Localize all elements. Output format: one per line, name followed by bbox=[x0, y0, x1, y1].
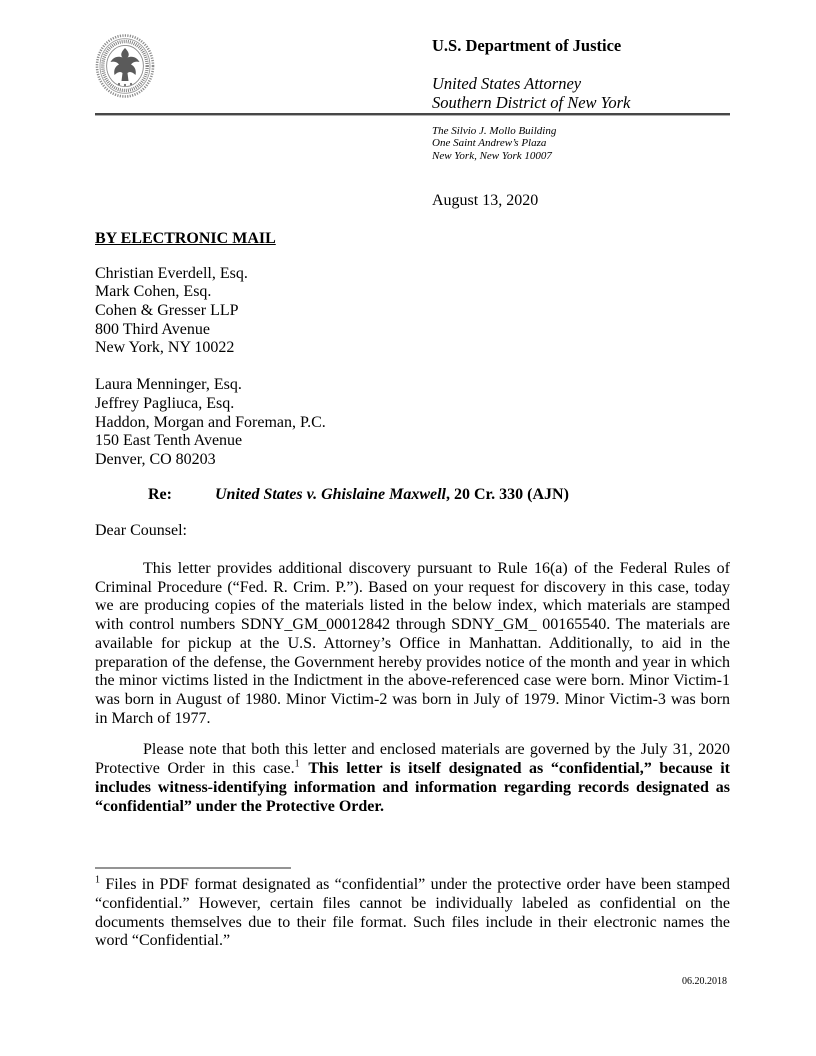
re-label: Re: bbox=[148, 485, 172, 503]
office-address bbox=[432, 125, 730, 162]
footnote-text bbox=[95, 876, 730, 951]
recipient-block-2 bbox=[95, 376, 730, 470]
office-address-line: One Saint Andrew’s Plaza bbox=[432, 137, 547, 150]
body-paragraph-1 bbox=[95, 560, 730, 728]
doj-seal-icon bbox=[95, 33, 155, 99]
recipient-block-1 bbox=[95, 265, 730, 359]
paragraph-2-text: Please note that both this letter and enclosed materials are governed by the July 31, 2020 Protective Order in this case. bbox=[95, 741, 730, 778]
office-address-line: The Silvio J. Mollo Building bbox=[432, 125, 557, 137]
footnote-reference: 1 bbox=[294, 758, 300, 770]
letter-date: August 13, 2020 bbox=[432, 192, 539, 210]
recipient-line: Cohen & Gresser LLP bbox=[95, 302, 239, 320]
case-caption bbox=[215, 486, 569, 505]
recipient-line: Mark Cohen, Esq. bbox=[95, 283, 212, 301]
footnote-divider bbox=[95, 867, 291, 869]
recipient-line: Laura Menninger, Esq. bbox=[95, 376, 242, 394]
recipient-line: New York, NY 10022 bbox=[95, 339, 235, 357]
re-line bbox=[95, 486, 730, 505]
letterhead bbox=[95, 33, 730, 112]
paragraph-1-text: This letter provides additional discovery pursuant to Rule 16(a) of the Federal Rules of Criminal Procedure (“Fed. R. Crim. P.”). Based on your request for discovery in this case, today we are producing copies of the materials listed in the below index, which materials are stamped with control numbers SDNY_GM_00012842 through SDNY_GM_ 00165540. The materials are available for pickup at the U.S. Attorney’s Office in Manhattan. Additionally, to aid in the preparation of the defense, the Government hereby provides notice of the month and year in which the minor victims listed in the Indictment in the above-referenced case were born. Minor Victim-1 was born in August of 1980. Minor Victim-2 was born in July of 1979. Minor Victim-3 was born in March of 1977. bbox=[95, 560, 730, 727]
case-number: , 20 Cr. 330 (AJN) bbox=[445, 485, 569, 503]
office-address-line: New York, New York 10007 bbox=[432, 149, 552, 162]
recipient-line: Christian Everdell, Esq. bbox=[95, 264, 248, 282]
delivery-method: BY ELECTRONIC MAIL bbox=[95, 229, 276, 247]
footnote-marker: 1 bbox=[95, 874, 100, 886]
recipient-line: Denver, CO 80203 bbox=[95, 450, 216, 468]
form-version-date: 06.20.2018 bbox=[682, 976, 727, 987]
letterhead-divider bbox=[95, 113, 730, 116]
case-name: United States v. Ghislaine Maxwell bbox=[215, 485, 446, 503]
recipient-line: 800 Third Avenue bbox=[95, 320, 210, 338]
letterhead-right bbox=[432, 33, 730, 112]
salutation: Dear Counsel: bbox=[95, 522, 187, 540]
paragraph-2-bold-text: This letter is itself designated as “confidential,” because it includes witness-identifying information and information regarding records designated as “confidential” under the Protective Order. bbox=[95, 760, 730, 815]
recipient-line: Haddon, Morgan and Foreman, P.C. bbox=[95, 413, 326, 431]
recipient-line: 150 East Tenth Avenue bbox=[95, 432, 243, 450]
recipient-line: Jeffrey Pagliuca, Esq. bbox=[95, 394, 235, 412]
office-title: United States Attorney bbox=[432, 74, 582, 93]
footnote-body: Files in PDF format designated as “confidential” under the protective order have been stamped “confidential.” However, certain files cannot be individually labeled as confidential on the documents themselves due to their file format. Such files include in their electronic names the word “Confidential.” bbox=[95, 876, 730, 950]
office-district: Southern District of New York bbox=[432, 93, 631, 112]
agency-name: U.S. Department of Justice bbox=[432, 36, 622, 55]
body-paragraph-2 bbox=[95, 741, 730, 816]
footnote bbox=[95, 867, 730, 951]
